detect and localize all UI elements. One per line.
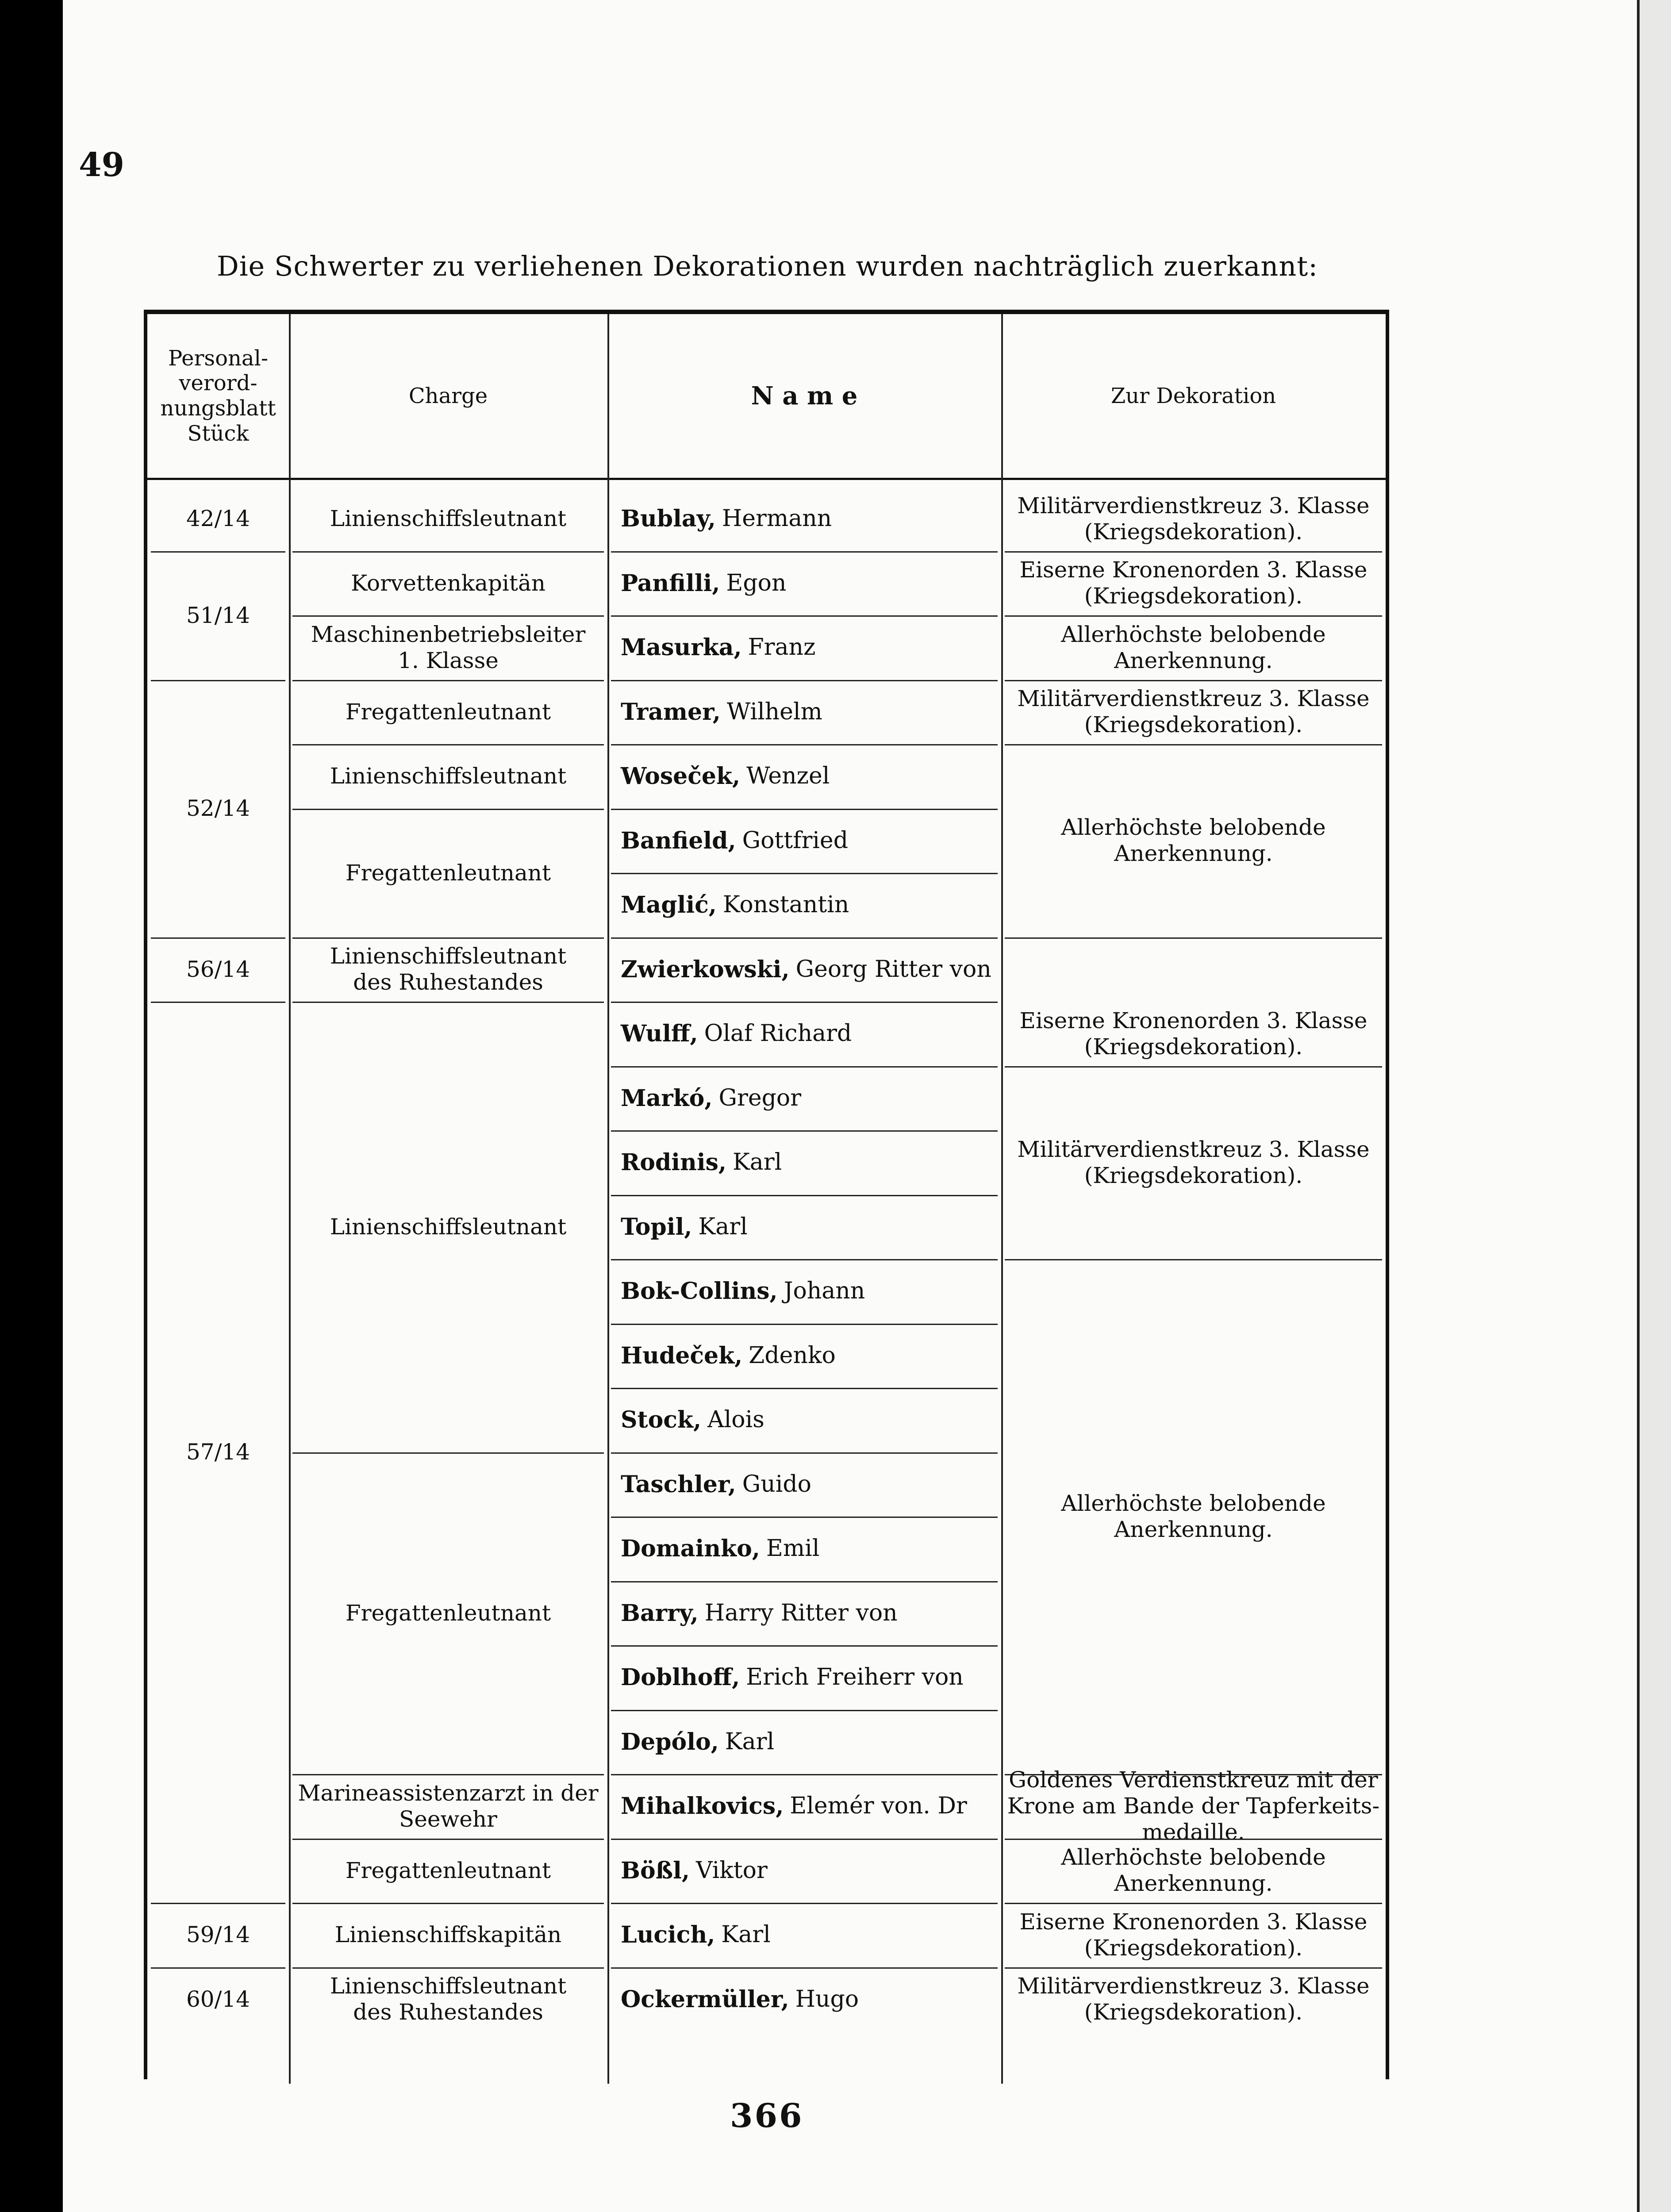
charge-cell: Fregattenleutnant	[345, 860, 551, 886]
surname: Lucich,	[621, 1921, 715, 1949]
header-name: N a m e	[751, 381, 858, 411]
surname: Tramer,	[621, 698, 721, 726]
surname: Mihalkovics,	[621, 1793, 784, 1820]
name-cell	[607, 1002, 1001, 1066]
name-cell	[607, 1388, 1001, 1452]
given-name: Franz	[748, 634, 816, 661]
charge-cell: Linienschiffsleutnant	[330, 1214, 567, 1240]
charge-cell: Linienschiffsleutnant des Ruhestandes	[330, 1973, 567, 2025]
given-name: Emil	[766, 1535, 820, 1562]
decoration-cell: Militärverdienstkreuz 3. Klasse (Kriegsdekoration).	[1017, 1973, 1370, 2025]
stueck-cell: 51/14	[186, 602, 250, 628]
name-cell	[607, 1839, 1001, 1903]
surname: Woseček,	[621, 763, 741, 790]
surname: Hudeček,	[621, 1342, 743, 1369]
name-cell	[607, 1581, 1001, 1646]
decoration-cell: Eiserne Kronenorden 3. Klasse (Kriegsdekoration).	[1019, 1909, 1368, 1961]
name-cell	[607, 1967, 1001, 2032]
given-name: Karl	[721, 1921, 771, 1948]
given-name: Gottfried	[742, 827, 848, 854]
name-cell	[607, 1130, 1001, 1195]
charge-cell: Korvettenkapitän	[350, 570, 546, 596]
name-cell	[607, 1517, 1001, 1581]
surname: Maglić,	[621, 891, 717, 919]
name-cell	[607, 1645, 1001, 1710]
charge-cell: Fregattenleutnant	[345, 1600, 551, 1626]
decoration-cell: Militärverdienstkreuz 3. Klasse (Kriegsdekoration).	[1017, 492, 1370, 545]
surname: Topil,	[621, 1213, 692, 1240]
stueck-cell: 60/14	[186, 1986, 250, 2012]
surname: Markó,	[621, 1084, 713, 1112]
decoration-cell: Allerhöchste belobende Anerkennung.	[1061, 1490, 1326, 1542]
given-name: Harry Ritter von	[704, 1599, 898, 1626]
page-number: 49	[79, 146, 124, 184]
surname: Depólo,	[621, 1728, 719, 1755]
surname: Domainko,	[621, 1535, 760, 1563]
given-name: Viktor	[696, 1857, 768, 1884]
stueck-cell: 57/14	[186, 1439, 250, 1465]
charge-cell: Fregattenleutnant	[345, 1857, 551, 1883]
decoration-cell: Militärverdienstkreuz 3. Klasse (Kriegsdekoration).	[1017, 686, 1370, 738]
given-name: Konstantin	[722, 891, 849, 918]
surname: Barry,	[621, 1599, 699, 1627]
table-caption: Die Schwerter zu verliehenen Dekorationen wurden nachträglich zuerkannt:	[217, 250, 1318, 282]
given-name: Wenzel	[746, 763, 830, 790]
name-cell	[607, 744, 1001, 809]
given-name: Georg Ritter von	[795, 956, 991, 983]
charge-cell: Linienschiffsleutnant	[330, 763, 567, 789]
surname: Bößl,	[621, 1857, 690, 1884]
surname: Panfilli,	[621, 569, 720, 597]
given-name: Wilhelm	[726, 698, 822, 725]
stueck-cell: 56/14	[186, 956, 250, 982]
name-cell	[607, 873, 1001, 937]
surname: Ockermüller,	[621, 1985, 789, 2013]
name-cell	[607, 1259, 1001, 1324]
surname: Rodinis,	[621, 1149, 726, 1176]
header-rule	[147, 478, 1386, 480]
given-name: Johann	[784, 1278, 865, 1305]
surname: Taschler,	[621, 1471, 736, 1498]
name-cell	[607, 1710, 1001, 1774]
name-cell	[607, 1903, 1001, 1967]
name-cell	[607, 680, 1001, 745]
stueck-cell: 42/14	[186, 506, 250, 532]
surname: Bok-Collins,	[621, 1278, 778, 1305]
decoration-cell: Allerhöchste belobende Anerkennung.	[1061, 814, 1326, 867]
name-cell	[607, 1066, 1001, 1131]
name-cell	[607, 487, 1001, 551]
charge-cell: Fregattenleutnant	[345, 699, 551, 725]
decorations-table	[144, 310, 1389, 2079]
given-name: Guido	[742, 1471, 811, 1498]
given-name: Karl	[725, 1728, 775, 1755]
given-name: Zdenko	[749, 1342, 836, 1369]
header-charge: Charge	[408, 383, 488, 408]
row-rule	[1005, 937, 1382, 939]
stueck-cell: 59/14	[186, 1922, 250, 1948]
charge-cell: Linienschiffskapitän	[334, 1922, 562, 1948]
name-cell	[607, 551, 1001, 616]
surname: Zwierkowski,	[621, 956, 790, 983]
name-cell	[607, 615, 1001, 680]
name-cell	[607, 1324, 1001, 1388]
name-cell	[607, 809, 1001, 873]
header-stueck: Personal- verord- nungsblatt Stück	[160, 346, 276, 446]
given-name: Olaf Richard	[704, 1020, 852, 1047]
decoration-cell: Allerhöchste belobende Anerkennung.	[1061, 1844, 1326, 1897]
charge-cell: Linienschiffsleutnant	[330, 506, 567, 532]
header-dekoration: Zur Dekoration	[1110, 383, 1276, 408]
surname: Stock,	[621, 1406, 702, 1434]
page-edge	[1637, 0, 1671, 2212]
given-name: Erich Freiherr von	[746, 1664, 964, 1691]
stueck-cell: 52/14	[186, 795, 250, 821]
charge-cell: Linienschiffsleutnant des Ruhestandes	[330, 943, 567, 995]
surname: Bublay,	[621, 505, 716, 533]
given-name: Hugo	[795, 1985, 859, 2012]
name-cell	[607, 937, 1001, 1002]
charge-cell: Maschinenbetriebsleiter 1. Klasse	[311, 621, 586, 673]
surname: Wulff,	[621, 1020, 698, 1048]
surname: Banfield,	[621, 827, 736, 854]
surname: Doblhoff,	[621, 1664, 740, 1691]
decoration-cell: Eiserne Kronenorden 3. Klasse (Kriegsdekoration).	[1019, 557, 1368, 609]
surname: Masurka,	[621, 634, 742, 661]
given-name: Karl	[732, 1149, 782, 1176]
name-cell	[607, 1195, 1001, 1260]
footer-page-number: 366	[730, 2097, 804, 2135]
given-name: Hermann	[722, 505, 832, 532]
name-cell	[607, 1452, 1001, 1517]
name-cell	[607, 1774, 1001, 1839]
charge-cell: Marineassistenzarzt in der Seewehr	[298, 1780, 599, 1832]
decoration-cell: Allerhöchste belobende Anerkennung.	[1061, 621, 1326, 673]
given-name: Alois	[707, 1406, 764, 1433]
given-name: Karl	[698, 1213, 748, 1240]
given-name: Egon	[726, 569, 787, 596]
decoration-cell: Goldenes Verdienstkreuz mit der Krone am Bande der Tapferkeits- medaille.	[1007, 1767, 1380, 1845]
given-name: Elemér von. Dr	[790, 1793, 967, 1820]
decoration-cell: Militärverdienstkreuz 3. Klasse (Kriegsdekoration).	[1017, 1136, 1370, 1188]
given-name: Gregor	[718, 1084, 802, 1111]
decoration-cell: Eiserne Kronenorden 3. Klasse (Kriegsdekoration).	[1019, 1007, 1368, 1060]
